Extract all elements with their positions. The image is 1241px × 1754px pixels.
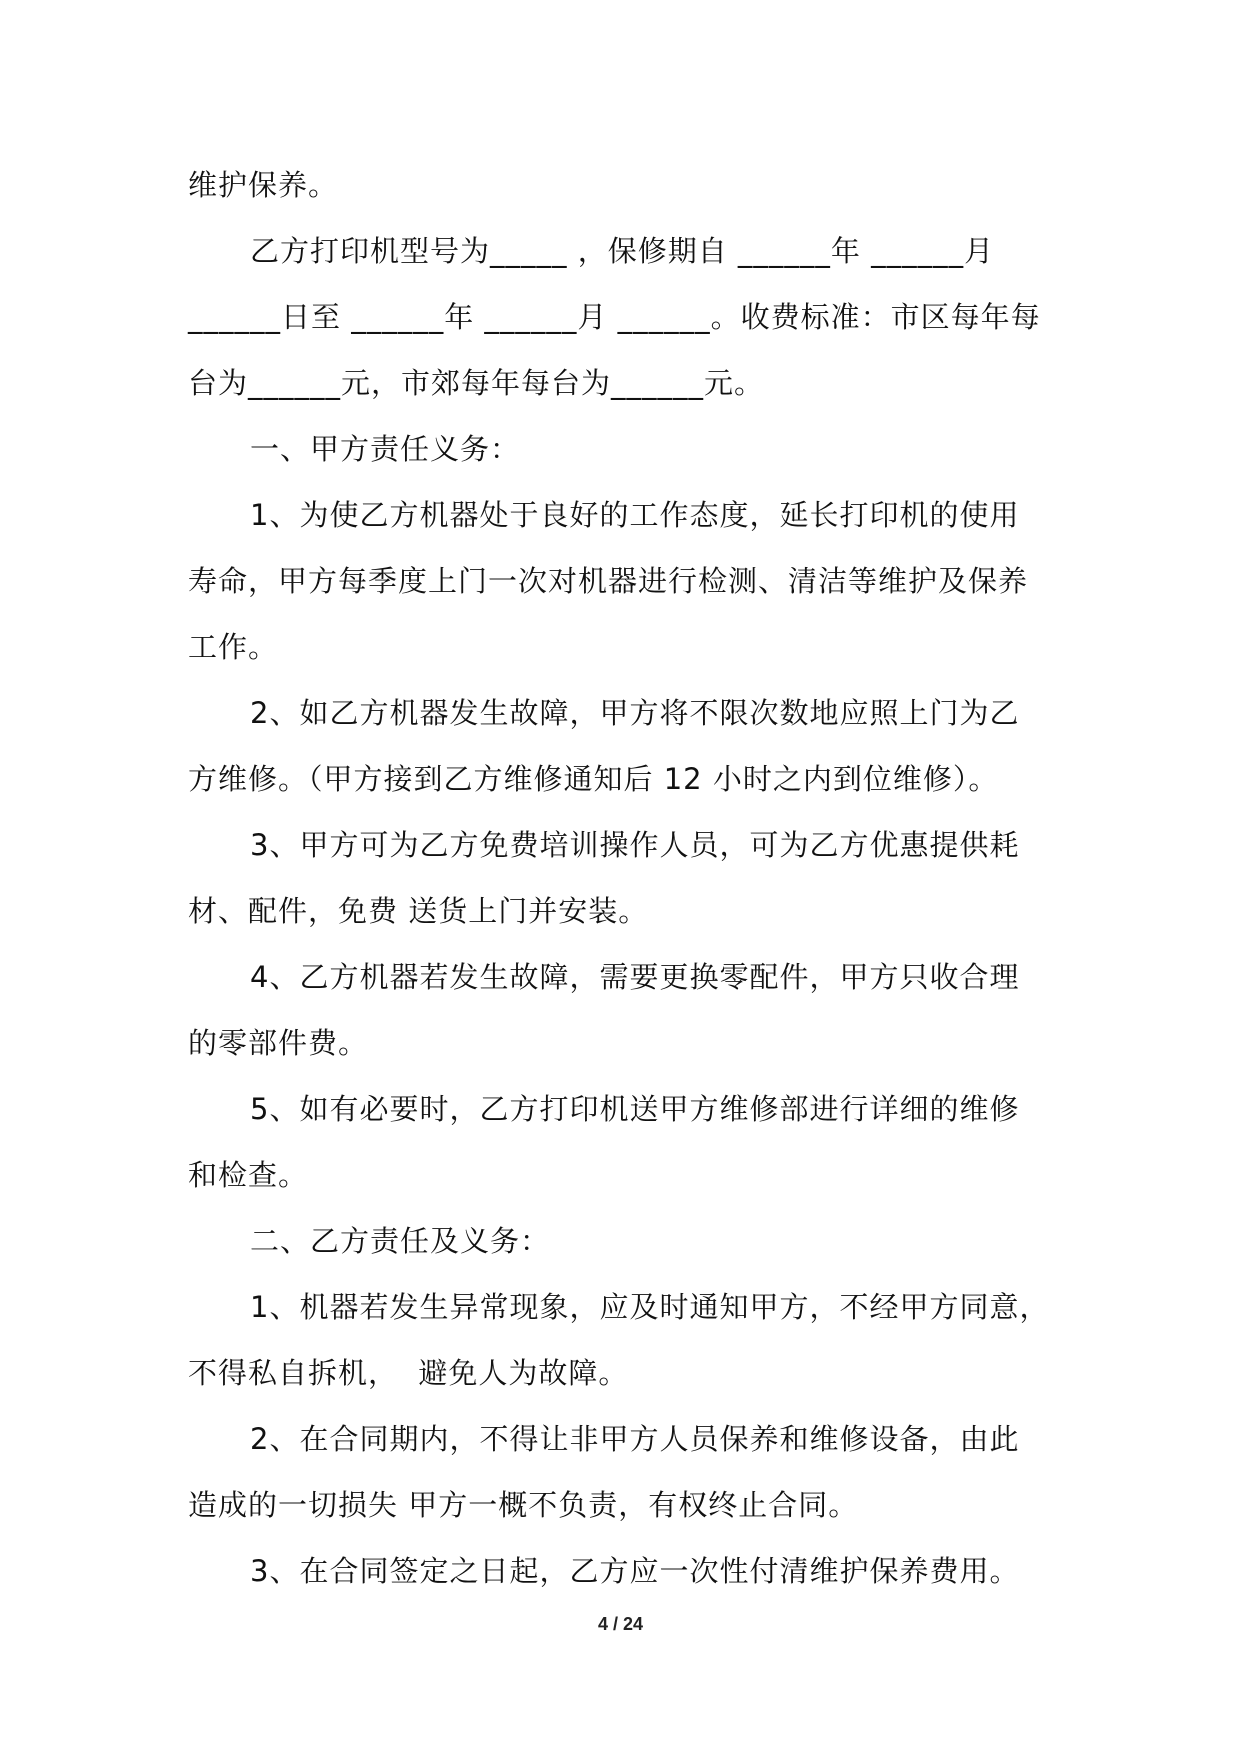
paragraph-line: 造成的一切损失 甲方一概不负责，有权终止合同。 (188, 1488, 859, 1522)
paragraph-line: ______日至 ______年 ______月 ______。收费标准：市区每年每 (188, 300, 1041, 334)
paragraph-line: 3、甲方可为乙方免费培训操作人员，可为乙方优惠提供耗 (250, 828, 1020, 862)
paragraph-line: 寿命，甲方每季度上门一次对机器进行检测、清洁等维护及保养 (188, 564, 1029, 598)
paragraph-line: 方维修。（甲方接到乙方维修通知后 12 小时之内到位维修）。 (188, 762, 999, 796)
paragraph-line: 1、为使乙方机器处于良好的工作态度，延长打印机的使用 (250, 498, 1020, 532)
document-body (188, 152, 1058, 1604)
paragraph-line: 和检查。 (188, 1158, 309, 1192)
paragraph-line: 材、配件，免费 送货上门并安装。 (188, 894, 649, 928)
section-heading: 一、甲方责任义务： (250, 432, 521, 466)
paragraph-line: 2、在合同期内，不得让非甲方人员保养和维修设备，由此 (250, 1422, 1020, 1456)
paragraph-line: 5、如有必要时，乙方打印机送甲方维修部进行详细的维修 (250, 1092, 1020, 1126)
section-heading: 二、乙方责任及义务： (250, 1224, 551, 1258)
paragraph-line: 不得私自拆机， 避免人为故障。 (188, 1356, 629, 1390)
page-number: 4 / 24 (597, 1614, 644, 1634)
paragraph-line: 乙方打印机型号为_____ ，保修期自 ______年 ______月 (250, 234, 995, 268)
paragraph-line: 4、乙方机器若发生故障，需要更换零配件，甲方只收合理 (250, 960, 1020, 994)
paragraph-line: 1、机器若发生异常现象，应及时通知甲方，不经甲方同意， (250, 1290, 1050, 1324)
paragraph-line: 的零部件费。 (188, 1026, 369, 1060)
paragraph-line: 3、在合同签定之日起，乙方应一次性付清维护保养费用。 (250, 1554, 1020, 1588)
paragraph-line: 维护保养。 (188, 168, 339, 202)
paragraph-line: 2、如乙方机器发生故障，甲方将不限次数地应照上门为乙 (250, 696, 1020, 730)
paragraph-line: 台为______元，市郊每年每台为______元。 (188, 366, 765, 400)
paragraph-line: 工作。 (188, 630, 279, 664)
